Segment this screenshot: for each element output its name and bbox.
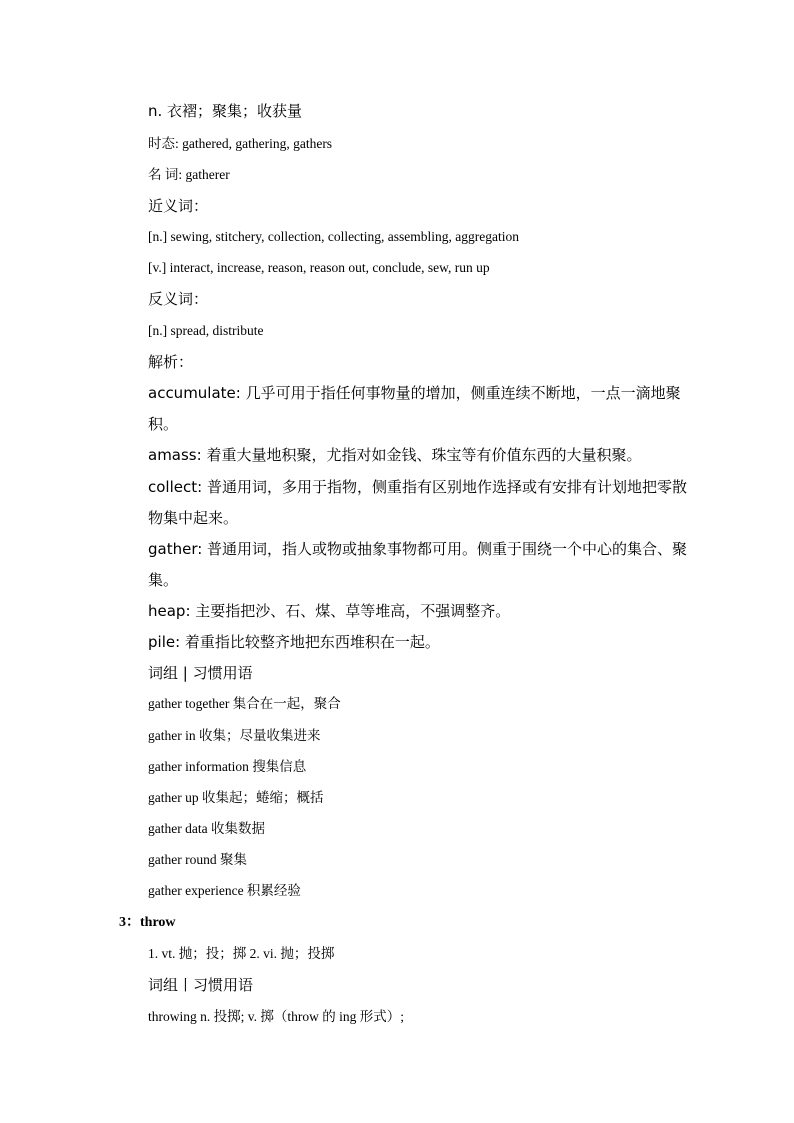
phrase-gather-in: gather in 收集；尽量收集进来 [148,728,321,743]
tense-forms: 时态: gathered, gathering, gathers [148,136,333,151]
analysis-pile: pile: 着重指比较整齐地把东西堆积在一起。 [148,633,440,651]
noun-form: 名 词: gatherer [148,167,230,182]
phrase-gather-data: gather data 收集数据 [148,821,265,836]
section-3-heading: 3：throw [119,915,176,930]
phrases-heading: 词组 | 习惯用语 [148,664,253,682]
throw-phrases-heading: 词组丨习惯用语 [148,976,254,994]
synonyms-verb: [v.] interact, increase, reason, reason out, conclude, sew, run up [148,260,490,275]
throw-definition: 1. vt. 抛；投；掷 2. vi. 抛；投掷 [148,946,335,961]
phrase-gather-round: gather round 聚集 [148,852,247,867]
throwing-definition: throwing n. 投掷; v. 掷（throw 的 ing 形式）; [148,1009,404,1024]
synonyms-heading: 近义词： [148,197,209,215]
phrase-gather-up: gather up 收集起；蜷缩；概括 [148,790,324,805]
analysis-gather: gather: 普通用词，指人或物或抽象事物都可用。侧重于围绕一个中心的集合、聚集。 [148,540,688,589]
synonyms-noun: [n.] sewing, stitchery, collection, collecting, assembling, aggregation [148,229,520,244]
analysis-collect: collect: 普通用词，多用于指物，侧重指有区别地作选择或有安排有计划地把零散物集中起来。 [148,478,687,527]
gather-noun-meaning: n. 衣褶；聚集；收获量 [148,102,303,120]
analysis-heading: 解析： [148,353,194,371]
analysis-amass: amass: 着重大量地积聚，尤指对如金钱、珠宝等有价值东西的大量积聚。 [148,446,642,464]
phrase-gather-experience: gather experience 积累经验 [148,883,301,898]
phrase-gather-together: gather together 集合在一起，聚合 [148,696,341,711]
analysis-heap: heap: 主要指把沙、石、煤、草等堆高，不强调整齐。 [148,602,511,620]
antonyms-noun: [n.] spread, distribute [148,323,264,338]
phrase-gather-information: gather information 搜集信息 [148,759,307,774]
analysis-accumulate: accumulate: 几乎可用于指任何事物量的增加，侧重连续不断地，一点一滴地聚积。 [148,384,681,433]
antonyms-heading: 反义词： [148,290,209,308]
